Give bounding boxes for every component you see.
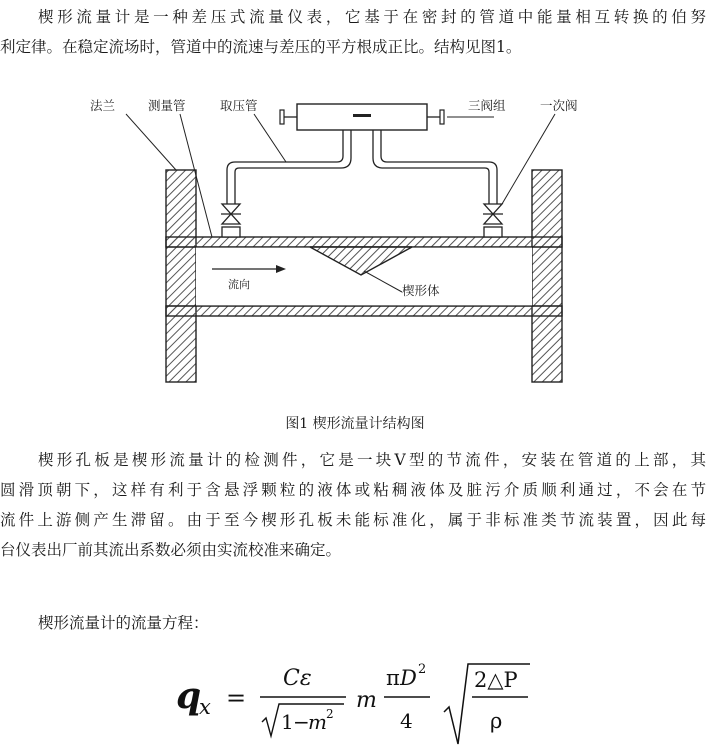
body-line-3: 流件上游侧产生滞留。由于至今楔形孔板未能标准化，属于非标准类节流装置，因此每 [0, 511, 706, 529]
eq-q-sub: x [199, 695, 211, 719]
right-pressure-tap [484, 227, 502, 237]
eq-q: q [176, 675, 202, 717]
right-impulse-tube [373, 130, 497, 204]
left-primary-valve [221, 204, 241, 224]
eq-m: m [356, 688, 377, 713]
flow-equation [0, 652, 710, 752]
eq-den1-minus: − [293, 710, 310, 734]
intro-line-1: 楔形流量计是一种差压式流量仪表，它基于在密封的管道中能量相互转换的伯努 [38, 8, 706, 26]
pipe-top-wall [166, 237, 562, 247]
pipe-bottom-wall [166, 306, 562, 316]
eq-den2: 4 [400, 709, 413, 733]
figure-caption: 图1 楔形流量计结构图 [285, 416, 425, 432]
body-line-2: 圆滑顶朝下，这样有利于含悬浮颗粒的液体或粘稠液体及脏污介质顺利通过，不会在节 [0, 481, 706, 499]
equation-intro-text: 楔形流量计的流量方程： [38, 614, 209, 632]
label-flange: 法兰 [90, 98, 116, 113]
equation-intro [0, 608, 706, 638]
body-paragraph [0, 445, 706, 565]
wedge-flowmeter-diagram [0, 92, 710, 412]
label-wedge: 楔形体 [402, 283, 440, 298]
eq-num3: 2△P [474, 668, 518, 692]
eq-den1-one: 1 [281, 710, 294, 734]
left-pressure-tap [222, 227, 240, 237]
eq-den1-exp: 2 [326, 707, 334, 721]
right-primary-valve [483, 204, 503, 224]
intro-paragraph [0, 2, 706, 62]
eq-num2-pi: π [386, 666, 400, 690]
label-primary-valve: 一次阀 [540, 98, 578, 113]
left-impulse-tube [227, 130, 351, 204]
eq-den1-m: m [308, 710, 327, 734]
right-flange [532, 170, 562, 382]
body-line-4: 台仪表出厂前其流出系数必须由实流校准来确定。 [0, 541, 342, 559]
eq-num1: Cε [283, 666, 312, 691]
label-flow-direction: 流向 [228, 278, 250, 291]
body-line-1: 楔形孔板是楔形流量计的检测件，它是一块V型的节流件，安装在管道的上部，其 [38, 451, 706, 469]
label-three-valve: 三阀组 [468, 98, 506, 113]
eq-num2-d: D [400, 666, 417, 690]
intro-line-2: 利定律。在稳定流场时，管道中的流速与差压的平方根成正比。结构见图1。 [0, 38, 522, 56]
eq-den3: ρ [490, 709, 503, 733]
left-flange [166, 170, 196, 382]
eq-equals: = [226, 684, 247, 712]
label-pressure-tube: 取压管 [220, 98, 258, 113]
eq-num2-exp: 2 [418, 662, 427, 677]
label-measuring-tube: 测量管 [148, 98, 186, 113]
